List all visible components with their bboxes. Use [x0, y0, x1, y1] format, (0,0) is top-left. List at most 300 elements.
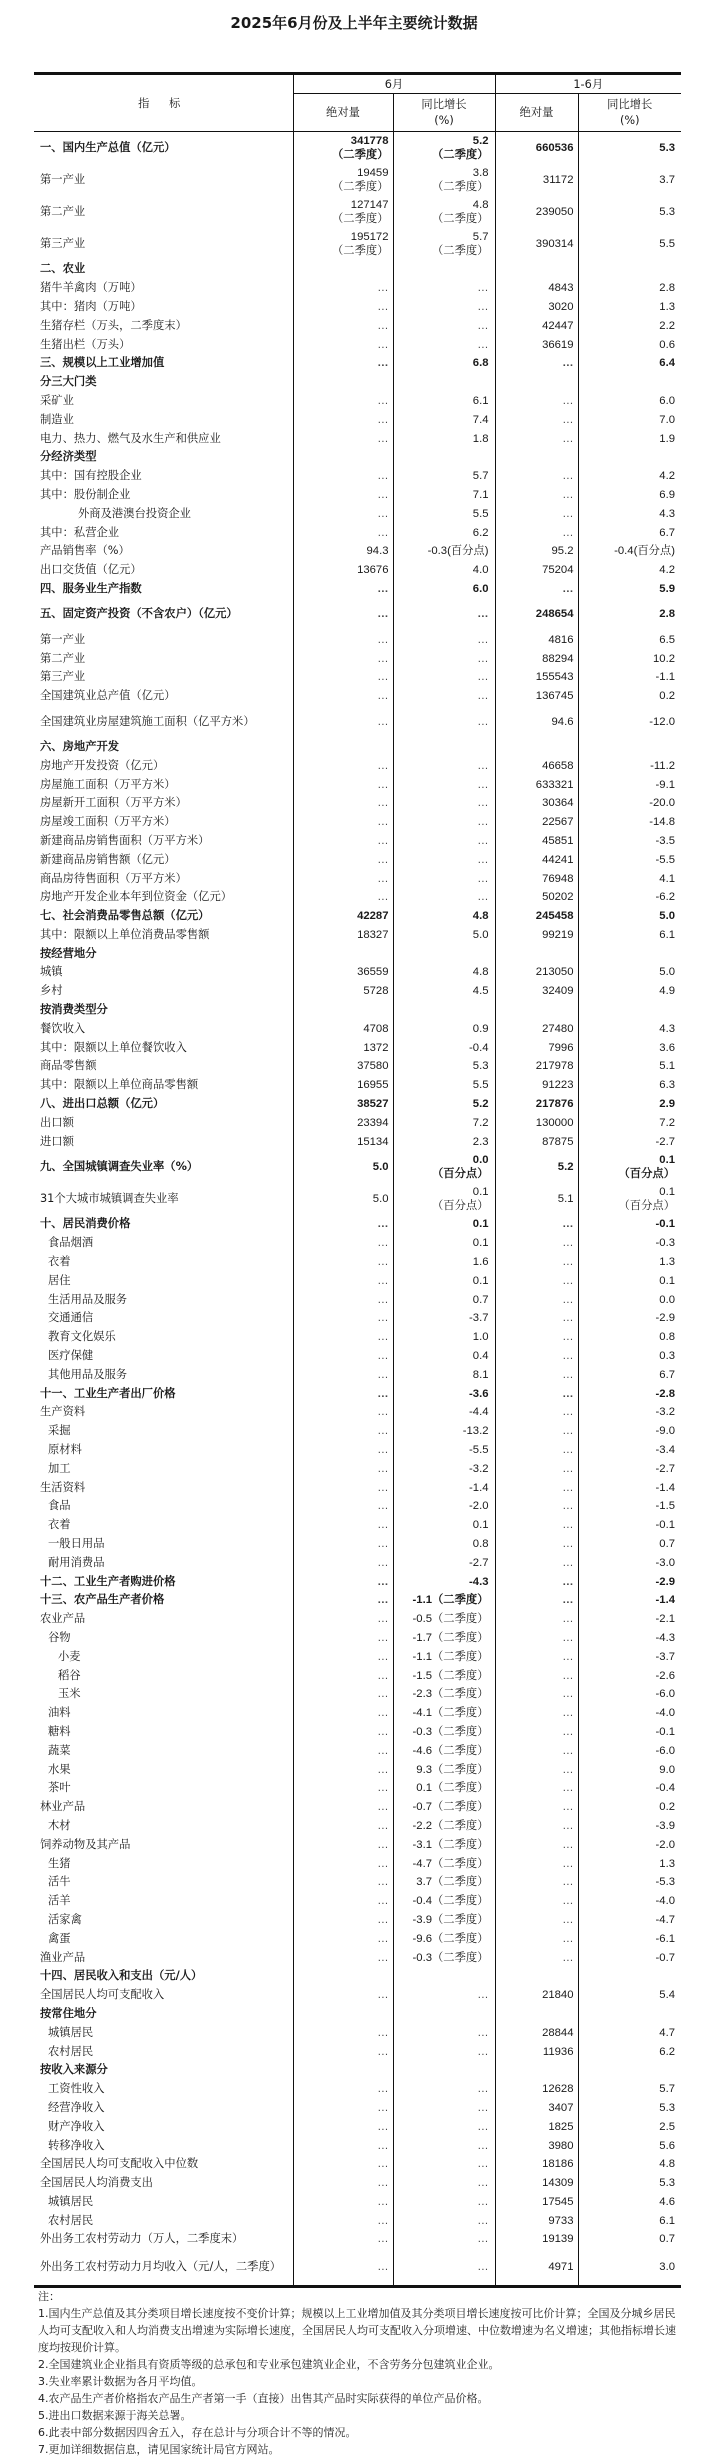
cell-value: 0.9: [472, 1022, 489, 1035]
cell-value: …: [377, 1688, 389, 1701]
cell-value: -2.9: [655, 1312, 675, 1325]
cell-yoy16: [578, 1666, 681, 1685]
cell-abs6: [293, 561, 393, 580]
cell-value: 44241: [542, 853, 574, 866]
cell-yoy16: [578, 410, 681, 429]
cell-value: …: [377, 2233, 389, 2246]
cell-value: …: [562, 1312, 574, 1325]
cell-yoy16: [578, 542, 681, 561]
cell-value: 0.7: [659, 2233, 675, 2246]
cell-value: -0.1: [655, 1725, 675, 1738]
note-item: 3.失业率累计数据为各月平均值。: [38, 2375, 203, 2388]
row-label: 十一、工业生产者出厂价格: [40, 1386, 176, 1400]
cell-value: 245458: [535, 910, 574, 923]
cell-value: -20.0: [649, 797, 675, 810]
footnotes: [38, 2288, 678, 2458]
cell-yoy16: [578, 1986, 681, 2005]
cell-value: -1.1（二季度）: [412, 1650, 489, 1663]
cell-value: -3.7: [655, 1650, 675, 1663]
cell-value: …: [377, 470, 389, 483]
cell-value: 9.0: [659, 1763, 675, 1776]
cell-value: 38527: [357, 1098, 389, 1111]
cell-value: …: [377, 1293, 389, 1306]
cell-value: …: [562, 1274, 574, 1287]
cell-value: 6.1: [472, 394, 489, 407]
row-label: 居住: [48, 1273, 71, 1287]
cell-yoy6: [393, 2174, 495, 2193]
cell-note: （二季度）: [432, 245, 489, 257]
row-label: 活牛: [48, 1875, 71, 1889]
cell-value: …: [377, 582, 389, 595]
cell-value: -11.2: [650, 759, 675, 772]
cell-abs6: [293, 1704, 393, 1723]
cell-value: …: [377, 1218, 389, 1231]
row-label: 活羊: [48, 1894, 71, 1908]
cell-value: 1.3: [659, 1256, 675, 1269]
cell-value: 0.1: [472, 1519, 489, 1532]
cell-abs16: [495, 706, 578, 738]
cell-abs6: [293, 2155, 393, 2174]
cell-yoy6: [393, 1183, 495, 1215]
cell-value: …: [477, 300, 489, 313]
cell-yoy16: [578, 1403, 681, 1422]
table-row: [34, 1873, 681, 1892]
table-row: [34, 448, 681, 467]
cell-abs6: [293, 1892, 393, 1911]
row-label: 房地产开发企业本年到位资金（亿元）: [40, 890, 233, 904]
cell-value: …: [377, 1350, 389, 1363]
cell-value: -9.6（二季度）: [412, 1932, 489, 1945]
cell-abs16: [495, 1591, 578, 1610]
cell-yoy6: [393, 1290, 495, 1309]
cell-value: 0.1: [659, 1154, 675, 1167]
table-row: [34, 888, 681, 907]
cell-value: -4.0: [655, 1707, 675, 1720]
cell-abs6: [293, 429, 393, 448]
cell-value: 8.1: [472, 1368, 489, 1381]
cell-value: …: [562, 1932, 574, 1945]
cell-value: …: [477, 2214, 489, 2227]
cell-value: 2.2: [659, 319, 675, 332]
cell-abs6: [293, 1095, 393, 1114]
cell-abs16: [495, 1553, 578, 1572]
cell-abs16: [495, 630, 578, 649]
cell-value: 2.8: [659, 608, 675, 621]
cell-value: …: [477, 1989, 489, 2002]
cell-value: 30364: [542, 797, 574, 810]
cell-yoy6: [393, 2099, 495, 2118]
cell-yoy6: [393, 561, 495, 580]
cell-value: -2.8: [655, 1387, 675, 1400]
cell-yoy6: [393, 907, 495, 926]
cell-value: …: [377, 797, 389, 810]
row-label: 医疗保健: [48, 1349, 94, 1363]
cell-value: -4.7（二季度）: [412, 1857, 489, 1870]
cell-yoy16: [578, 1760, 681, 1779]
yoy-label: 同比增长: [607, 97, 653, 111]
cell-yoy16: [578, 504, 681, 523]
cell-value: 6.9: [659, 488, 675, 501]
cell-abs6: [293, 1572, 393, 1591]
cell-value: 0.1: [659, 1186, 675, 1199]
cell-yoy16: [578, 2061, 681, 2080]
cell-value: 7.2: [472, 1116, 489, 1129]
cell-abs6: [293, 1497, 393, 1516]
cell-abs16: [495, 1967, 578, 1986]
cell-yoy16: [578, 2099, 681, 2118]
cell-abs16: [495, 467, 578, 486]
cell-abs16: [495, 756, 578, 775]
table-row: [34, 1183, 681, 1215]
cell-yoy16: [578, 2042, 681, 2061]
table-row: [34, 850, 681, 869]
cell-value: …: [377, 690, 389, 703]
cell-value: 37580: [357, 1060, 389, 1073]
cell-value: …: [377, 1669, 389, 1682]
table-row: [34, 1666, 681, 1685]
table-row: [34, 354, 681, 373]
table-row: [34, 1234, 681, 1253]
table-row: [34, 1019, 681, 1038]
cell-yoy6: [393, 1328, 495, 1347]
cell-value: -0.4（二季度）: [412, 1895, 489, 1908]
cell-value: 45851: [542, 834, 574, 847]
cell-yoy16: [578, 982, 681, 1001]
cell-abs16: [495, 354, 578, 373]
cell-value: …: [377, 357, 389, 370]
cell-value: 95.2: [551, 545, 574, 558]
table-header: [34, 74, 681, 132]
cell-yoy6: [393, 2193, 495, 2212]
cell-value: …: [377, 2026, 389, 2039]
cell-yoy16: [578, 1516, 681, 1535]
cell-abs6: [293, 926, 393, 945]
cell-value: 15134: [357, 1135, 389, 1148]
cell-yoy16: [578, 1535, 681, 1554]
row-label: 水果: [48, 1762, 71, 1776]
cell-value: 0.1: [472, 1237, 489, 1250]
cell-abs6: [293, 1779, 393, 1798]
cell-abs16: [495, 260, 578, 279]
cell-abs16: [495, 1151, 578, 1183]
cell-abs6: [293, 2061, 393, 2080]
row-label: 全国居民人均消费支出: [40, 2176, 153, 2190]
cell-value: 36619: [542, 338, 574, 351]
cell-abs6: [293, 2023, 393, 2042]
h1-abs-header: 绝对量: [495, 94, 578, 132]
cell-abs16: [495, 523, 578, 542]
cell-value: 5.0: [659, 910, 675, 923]
table-row: [34, 467, 681, 486]
table-row: [34, 542, 681, 561]
cell-abs16: [495, 1835, 578, 1854]
row-label: 十三、农产品生产者价格: [40, 1593, 165, 1607]
table-row: [34, 756, 681, 775]
cell-value: …: [477, 2083, 489, 2096]
cell-value: -3.1（二季度）: [412, 1838, 489, 1851]
cell-value: …: [477, 2158, 489, 2171]
cell-yoy16: [578, 1113, 681, 1132]
cell-abs16: [495, 2155, 578, 2174]
cell-value: -4.6（二季度）: [412, 1744, 489, 1757]
cell-value: …: [377, 2158, 389, 2171]
row-label: 产品销售率（%）: [40, 544, 130, 558]
table-row: [34, 561, 681, 580]
cell-value: …: [377, 1575, 389, 1588]
cell-yoy6: [393, 832, 495, 851]
cell-value: …: [377, 1538, 389, 1550]
cell-note: （二季度）: [432, 149, 489, 161]
cell-value: 4.3: [659, 1022, 675, 1035]
cell-value: 195172: [350, 231, 389, 243]
cell-value: …: [477, 715, 489, 728]
cell-abs6: [293, 1019, 393, 1038]
cell-yoy6: [393, 504, 495, 523]
cell-yoy6: [393, 580, 495, 599]
cell-value: 1.0: [472, 1331, 489, 1344]
row-label: 农村居民: [48, 2213, 94, 2227]
cell-yoy6: [393, 1967, 495, 1986]
cell-value: …: [562, 1857, 574, 1870]
row-label: 加工: [48, 1461, 71, 1475]
cell-yoy6: [393, 756, 495, 775]
cell-abs6: [293, 486, 393, 505]
row-label: 一、国内生产总值（亿元）: [40, 141, 176, 154]
note-item: 1.国内生产总值及其分类项目增长速度按不变价计算；规模以上工业增加值及其分类项目增长速度按可比价计算；全国及分城乡居民人均可支配收入和人均消费支出增速为实际增长速度，全国居民人均可支配收入分项增速、中位数增速为名义增速；其他指标增长速度均按现价计算。: [38, 2307, 676, 2354]
cell-abs6: [293, 1132, 393, 1151]
cell-value: …: [377, 1650, 389, 1663]
cell-value: …: [562, 1406, 574, 1419]
cell-abs16: [495, 1704, 578, 1723]
cell-yoy6: [393, 335, 495, 354]
cell-abs6: [293, 1516, 393, 1535]
cell-yoy16: [578, 1290, 681, 1309]
cell-abs6: [293, 813, 393, 832]
cell-value: …: [562, 582, 574, 595]
cell-value: 5.3: [659, 2177, 675, 2190]
cell-value: …: [562, 1631, 574, 1644]
cell-yoy16: [578, 1422, 681, 1441]
cell-yoy6: [393, 1685, 495, 1704]
cell-value: …: [377, 759, 389, 772]
table-row: [34, 1403, 681, 1422]
cell-yoy16: [578, 1019, 681, 1038]
cell-abs6: [293, 1290, 393, 1309]
row-label: 城镇居民: [48, 2194, 94, 2208]
cell-yoy16: [578, 775, 681, 794]
cell-value: …: [377, 1406, 389, 1419]
cell-value: 1.3: [659, 300, 675, 313]
row-label: 饲养动物及其产品: [40, 1837, 131, 1851]
table-row: [34, 1076, 681, 1095]
cell-value: 0.2: [659, 1801, 675, 1814]
cell-value: 4971: [548, 2260, 574, 2273]
cell-abs6: [293, 1183, 393, 1215]
cell-yoy6: [393, 1798, 495, 1817]
cell-yoy6: [393, 2230, 495, 2249]
table-row: [34, 2211, 681, 2230]
cell-yoy16: [578, 1629, 681, 1648]
cell-abs6: [293, 794, 393, 813]
cell-yoy16: [578, 1038, 681, 1057]
cell-abs16: [495, 738, 578, 757]
cell-value: 6.5: [659, 633, 675, 646]
cell-value: -4.0: [655, 1895, 675, 1908]
cell-yoy6: [393, 132, 495, 165]
cell-value: …: [477, 891, 489, 904]
cell-value: 5728: [363, 985, 389, 998]
cell-yoy16: [578, 794, 681, 813]
table-row: [34, 1365, 681, 1384]
cell-value: …: [562, 1256, 574, 1269]
cell-value: 130000: [535, 1116, 574, 1129]
row-label: 其中：限额以上单位消费品零售额: [40, 927, 210, 941]
row-label: 乡村: [40, 984, 63, 998]
cell-value: …: [562, 1387, 574, 1400]
cell-abs6: [293, 1741, 393, 1760]
row-label: 生活用品及服务: [48, 1292, 128, 1306]
cell-yoy6: [393, 392, 495, 411]
cell-abs6: [293, 1647, 393, 1666]
cell-yoy6: [393, 630, 495, 649]
cell-yoy6: [393, 2211, 495, 2230]
table-row: [34, 1535, 681, 1554]
cell-yoy6: [393, 373, 495, 392]
table-row: [34, 196, 681, 228]
cell-value: …: [377, 633, 389, 646]
cell-value: 19139: [542, 2233, 574, 2246]
cell-yoy16: [578, 850, 681, 869]
cell-value: …: [477, 853, 489, 866]
cell-value: -1.1（二季度）: [412, 1594, 489, 1607]
cell-abs16: [495, 279, 578, 298]
cell-yoy6: [393, 1911, 495, 1930]
cell-value: -13.2: [462, 1425, 489, 1438]
cell-abs16: [495, 813, 578, 832]
cell-value: 12628: [542, 2083, 574, 2096]
cell-note: （二季度）: [332, 181, 389, 193]
row-label: 外商及港澳台投资企业: [78, 506, 191, 520]
cell-yoy6: [393, 2080, 495, 2099]
cell-value: …: [377, 652, 389, 665]
cell-value: 1.8: [472, 432, 489, 445]
row-label: 一般日用品: [48, 1537, 105, 1550]
table-row: [34, 1328, 681, 1347]
cell-value: 4.6: [659, 2195, 675, 2208]
cell-abs16: [495, 228, 578, 260]
row-label: 转移净收入: [48, 2138, 105, 2152]
row-label: 木材: [48, 1818, 71, 1832]
cell-value: 6.7: [659, 1368, 675, 1381]
cell-yoy6: [393, 1422, 495, 1441]
row-label: 按常住地分: [40, 2006, 97, 2020]
cell-yoy16: [578, 429, 681, 448]
cell-value: …: [477, 834, 489, 847]
row-label: 猪牛羊禽肉（万吨）: [40, 281, 142, 295]
cell-value: -2.6: [655, 1669, 675, 1682]
cell-yoy16: [578, 335, 681, 354]
cell-abs6: [293, 1986, 393, 2005]
cell-value: -0.5（二季度）: [412, 1613, 489, 1626]
cell-yoy16: [578, 1497, 681, 1516]
table-row: [34, 1057, 681, 1076]
cell-value: 7.0: [659, 413, 675, 426]
cell-abs6: [293, 869, 393, 888]
row-label: 房屋竣工面积（万平方米）: [40, 815, 176, 829]
table-row: [34, 1967, 681, 1986]
cell-value: 17545: [542, 2195, 574, 2208]
cell-value: …: [377, 2120, 389, 2133]
cell-value: 6.3: [659, 1079, 675, 1092]
cell-value: …: [562, 1293, 574, 1306]
cell-yoy16: [578, 1572, 681, 1591]
cell-value: 5.0: [372, 1193, 389, 1206]
cell-abs16: [495, 132, 578, 165]
cell-value: …: [377, 1368, 389, 1381]
row-label: 经营净收入: [48, 2100, 105, 2114]
cell-yoy16: [578, 944, 681, 963]
cell-yoy16: [578, 649, 681, 668]
cell-value: …: [477, 2139, 489, 2152]
cell-abs16: [495, 1854, 578, 1873]
cell-value: 75204: [542, 564, 574, 577]
notes-heading: 注：: [38, 2290, 60, 2303]
cell-abs16: [495, 1347, 578, 1366]
cell-yoy6: [393, 1057, 495, 1076]
cell-abs6: [293, 580, 393, 599]
cell-abs6: [293, 1685, 393, 1704]
cell-value: …: [377, 507, 389, 520]
cell-yoy6: [393, 1723, 495, 1742]
cell-value: -3.6: [469, 1387, 489, 1400]
cell-abs6: [293, 1422, 393, 1441]
cell-abs16: [495, 2099, 578, 2118]
cell-value: …: [477, 2045, 489, 2058]
table-row: [34, 869, 681, 888]
cell-abs6: [293, 1478, 393, 1497]
cell-yoy6: [393, 1001, 495, 1020]
cell-value: 3.6: [659, 1041, 675, 1054]
cell-yoy16: [578, 1309, 681, 1328]
table-row: [34, 1704, 681, 1723]
cell-yoy16: [578, 869, 681, 888]
cell-yoy6: [393, 316, 495, 335]
cell-value: …: [377, 1876, 389, 1889]
table-row: [34, 1929, 681, 1948]
cell-value: -4.1（二季度）: [412, 1707, 489, 1720]
cell-value: …: [377, 816, 389, 829]
row-label: 工资性收入: [48, 2082, 105, 2096]
cell-abs16: [495, 1497, 578, 1516]
table-row: [34, 1290, 681, 1309]
cell-value: -3.7: [469, 1312, 489, 1325]
cell-value: -0.3(百分点): [427, 545, 489, 558]
cell-abs6: [293, 668, 393, 687]
cell-abs16: [495, 1076, 578, 1095]
cell-value: …: [477, 2260, 489, 2273]
cell-value: 6.2: [659, 2045, 675, 2058]
table-row: [34, 1384, 681, 1403]
table-row: [34, 2023, 681, 2042]
cell-yoy6: [393, 1271, 495, 1290]
cell-value: 633321: [535, 778, 574, 791]
row-label: 采矿业: [40, 393, 74, 407]
cell-abs16: [495, 1610, 578, 1629]
row-label: 餐饮收入: [40, 1021, 86, 1035]
cell-yoy6: [393, 649, 495, 668]
row-label: 生猪存栏（万头，二季度末）: [40, 318, 187, 332]
table-row: [34, 706, 681, 738]
